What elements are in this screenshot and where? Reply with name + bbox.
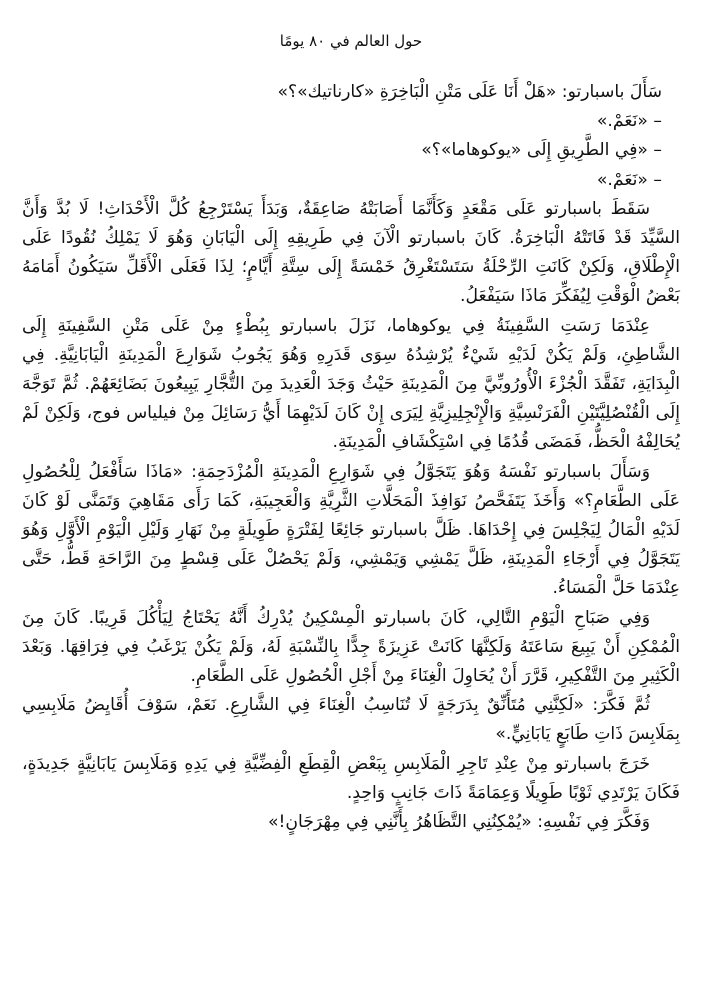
paragraph: عِنْدَمَا رَسَتِ السَّفِينَةُ فِي يوكوهاما، نَزَلَ باسبارتو بِبُطْءٍ مِنْ عَلَى مَتْنِ السَّفِينَةِ إِلَى الشَّاطِئِ، وَلَمْ يَكُنْ لَدَيْهِ شَيْءٌ يُرْشِدُهُ سِوَى قَدَرِهِ وَهُوَ يَجُوبُ شَوَارِعَ الْمَدِينَةِ الْيَابَانِيَّةِ. فِي الْبِدَايَةِ، تَفَقَّدَ الْجُزْءَ الْأُورُوبِّيَّ مِنَ الْمَدِينَةِ حَيْثُ وَجَدَ الْعَدِيدَ مِنَ التُّجَّارِ يَبِيعُونَ بَضَائِعَهُمْ. ثُمَّ تَوَجَّهَ إِلَى الْقُنْصُلِيَّتَيْنِ الْفَرَنْسِيَّةِ وَالْإِنْجِلِيزِيَّةِ لِيَرَى إِنْ كَانَ لَدَيْهِمَا أَيُّ رَسَائِلَ مِنْ فيلياس فوج، وَلَكِنْ لَمْ يُحَالِفْهُ الْحَظُّ، فَمَضَى قُدُمًا فِي اسْتِكْشَافِ الْمَدِينَةِ. — [22, 315, 680, 453]
body-text — [22, 78, 680, 837]
paragraph: وَفَكَّرَ فِي نَفْسِهِ: «يُمْكِنُنِي التَّظَاهُرُ بِأَنَّنِي فِي مِهْرَجَانٍ!» — [268, 812, 650, 833]
paragraph: وَفِي صَبَاحِ الْيَوْمِ التَّالِي، كَانَ باسبارتو الْمِسْكِينُ يُدْرِكُ أَنَّهُ يَحْتَاجُ لِيَأْكُلَ قَرِيبًا. كَانَ مِنَ الْمُمْكِنِ أَنْ يَبِيعَ سَاعَتَهُ وَلَكِنَّهَا كَانَتْ عَزِيزَةً جِدًّا بِالنِّسْبَةِ لَهُ، وَلَمْ يَكُنْ يَرْغَبُ فِي فِرَاقِهَا. وَبَعْدَ الْكَثِيرِ مِنَ التَّفْكِيرِ، قَرَّرَ أَنْ يُحَاوِلَ الْغِنَاءَ مِنْ أَجْلِ الْحُصُولِ عَلَى الطَّعَامِ. — [22, 607, 680, 687]
running-header: حول العالم في ٨٠ يومًا — [279, 32, 423, 50]
dialogue-line: – «فِي الطَّرِيقِ إِلَى «يوكوهاما»؟» — [421, 140, 662, 161]
paragraph: وَسَأَلَ باسبارتو نَفْسَهُ وَهُوَ يَتَجَوَّلُ فِي شَوَارِعِ الْمَدِينَةِ الْمُزْدَحِمَةِ: «مَاذَا سَأَفْعَلُ لِلْحُصُولِ عَلَى الطَّعَامِ؟» وَأَخَذَ يَتَفَحَّصُ نَوَافِذَ الْمَحَلَّاتِ الثَّرِيَّةِ وَالْعَجِيبَةِ، كَمَا رَأَى مَقَاهِيَ وَتَمَنَّى لَوْ كَانَ لَدَيْهِ الْمَالُ لِيَجْلِسَ فِي إِحْدَاهَا. ظَلَّ باسبارتو جَائِعًا لِفَتْرَةٍ طَوِيلَةٍ مِنْ نَهَارِ وَلَيْلِ الْيَوْمِ الْأَوَّلِ وَهُوَ يَتَجَوَّلُ فِي أَرْجَاءِ الْمَدِينَةِ، ظَلَّ يَمْشِي وَيَمْشِي، وَلَمْ يَحْصُلْ عَلَى قِسْطٍ مِنَ الرَّاحَةِ قَطُّ، حَتَّى عِنْدَمَا حَلَّ الْمَسَاءُ. — [22, 461, 680, 599]
paragraph: سَقَطَ باسبارتو عَلَى مَقْعَدٍ وَكَأَنَّمَا أَصَابَتْهُ صَاعِقَةٌ، وَبَدَأَ يَسْتَرْجِعُ كُلَّ الْأَحْدَاثِ! لَا بُدَّ وَأَنَّ السَّيِّدَ قَدْ فَاتَتْهُ الْبَاخِرَةُ. كَانَ باسبارتو الْآنَ فِي طَرِيقِهِ إِلَى الْيَابَانِ وَهُوَ لَا يَمْلِكُ نُقُودًا عَلَى الْإِطْلَاقِ، وَلَكِنْ كَانَتِ الرِّحْلَةُ سَتَسْتَغْرِقُ خَمْسَةً إِلَى سِتَّةِ أَيَّامٍ؛ لِذَا فَعَلَى الْأَقَلِّ سَيَكُونُ أَمَامَهُ بَعْضُ الْوَقْتِ لِيُفَكِّرَ مَاذَا سَيَفْعَلُ. — [22, 198, 680, 307]
dialogue-line: – «نَعَمْ.» — [596, 111, 662, 132]
paragraph: خَرَجَ باسبارتو مِنْ عِنْدِ تَاجِرِ الْمَلَابِسِ بِبَعْضِ الْقِطَعِ الْفِضِّيَّةِ فِي يَدِهِ وَمَلَابِسَ يَابَانِيَّةٍ جَدِيدَةٍ، فَكَانَ يَرْتَدِي ثَوْبًا طَوِيلًا وَعِمَامَةً ذَاتَ جَانِبٍ وَاحِدٍ. — [22, 753, 680, 803]
paragraph: ثُمَّ فَكَّرَ: «لَكِنَّنِي مُتَأَنِّقٌ بِدَرَجَةٍ لَا تُنَاسِبُ الْغِنَاءَ فِي الشَّارِعِ. نَعَمْ، سَوْفَ أُقَايِضُ مَلَابِسِي بِمَلَابِسَ ذَاتِ طَابَعٍ يَابَانِيٍّ.» — [22, 695, 680, 745]
dialogue-line: سَأَلَ باسبارتو: «هَلْ أَنَا عَلَى مَتْنِ الْبَاخِرَةِ «كارناتيك»؟» — [277, 82, 662, 102]
dialogue-line: – «نَعَمْ.» — [596, 169, 662, 190]
